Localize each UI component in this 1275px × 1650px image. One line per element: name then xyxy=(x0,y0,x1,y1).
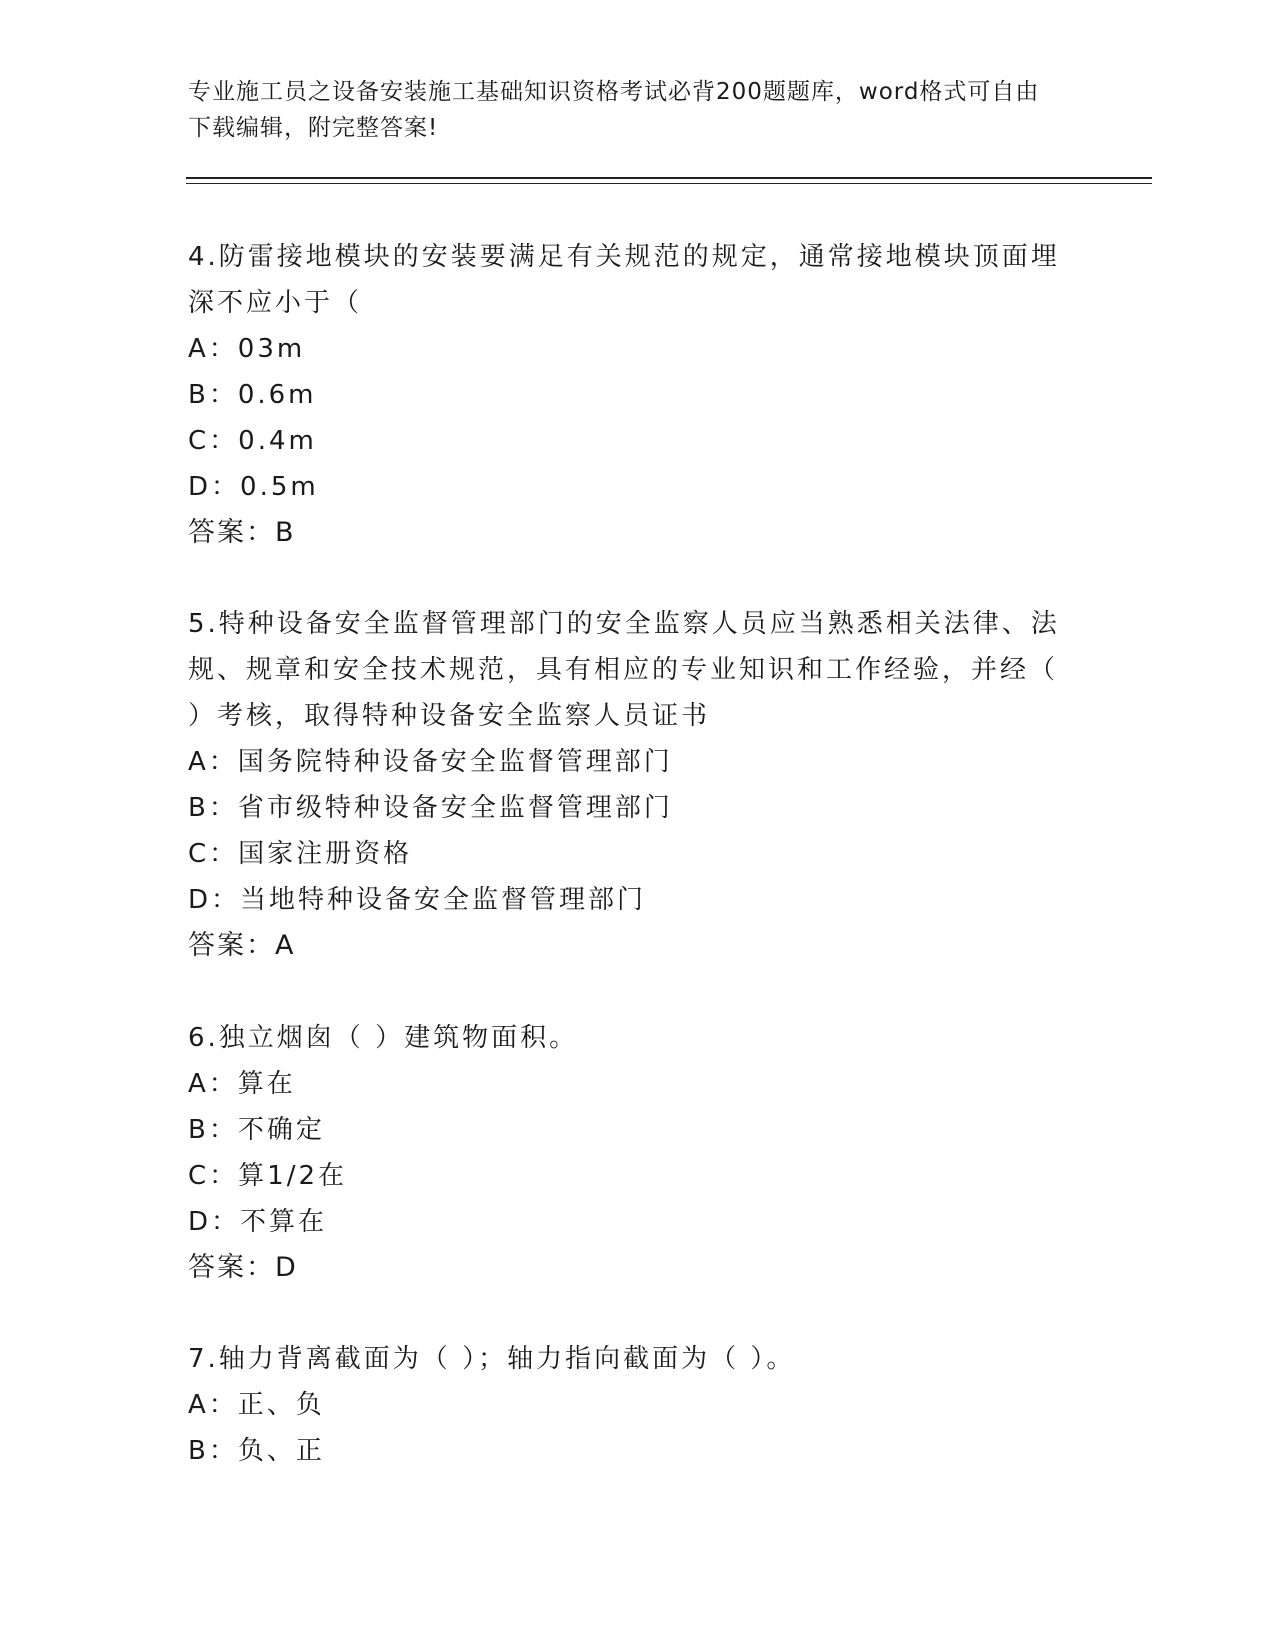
option-c: C：0.4m xyxy=(188,426,317,456)
question-stem-line: 深不应小于（ xyxy=(188,288,363,318)
answer: 答案：B xyxy=(188,517,296,548)
question-block xyxy=(188,234,1088,556)
question-block xyxy=(188,601,1088,969)
question-block xyxy=(188,1015,1088,1291)
question-block xyxy=(188,1336,1088,1474)
option-d: D：0.5m xyxy=(188,472,319,502)
option-d: D：不算在 xyxy=(188,1207,328,1237)
question-stem-line: 规、规章和安全技术规范，具有相应的专业知识和工作经验，并经（ xyxy=(188,655,1059,685)
answer: 答案：D xyxy=(188,1252,298,1283)
option-c: C：算1/2在 xyxy=(188,1161,347,1191)
question-stem-line: 6.独立烟囱（ ）建筑物面积。 xyxy=(188,1023,579,1053)
option-a: A：算在 xyxy=(188,1069,296,1099)
option-a: A：正、负 xyxy=(188,1390,325,1420)
option-c: C：国家注册资格 xyxy=(188,839,413,869)
header-divider-thin xyxy=(186,183,1152,184)
option-a: A：03m xyxy=(188,334,306,364)
option-b: B：不确定 xyxy=(188,1115,325,1145)
question-stem-line: 4.防雷接地模块的安装要满足有关规范的规定，通常接地模块顶面埋 xyxy=(188,242,1060,272)
option-d: D：当地特种设备安全监督管理部门 xyxy=(188,885,647,915)
document-header xyxy=(188,74,1068,146)
header-line-2: 下载编辑，附完整答案! xyxy=(188,115,439,141)
question-stem-line: 5.特种设备安全监督管理部门的安全监察人员应当熟悉相关法律、法 xyxy=(188,609,1060,639)
answer: 答案：A xyxy=(188,930,296,961)
question-stem-line: 7.轴力背离截面为（ ）；轴力指向截面为（ ）。 xyxy=(188,1344,796,1374)
option-a: A：国务院特种设备安全监督管理部门 xyxy=(188,747,673,777)
header-line-1: 专业施工员之设备安装施工基础知识资格考试必背200题题库，word格式可自由 xyxy=(188,79,1040,105)
question-stem-line: ）考核，取得特种设备安全监察人员证书 xyxy=(188,701,711,731)
option-b: B：负、正 xyxy=(188,1436,325,1466)
option-b: B：0.6m xyxy=(188,380,317,410)
option-b: B：省市级特种设备安全监督管理部门 xyxy=(188,793,673,823)
header-divider-thick xyxy=(186,177,1152,179)
